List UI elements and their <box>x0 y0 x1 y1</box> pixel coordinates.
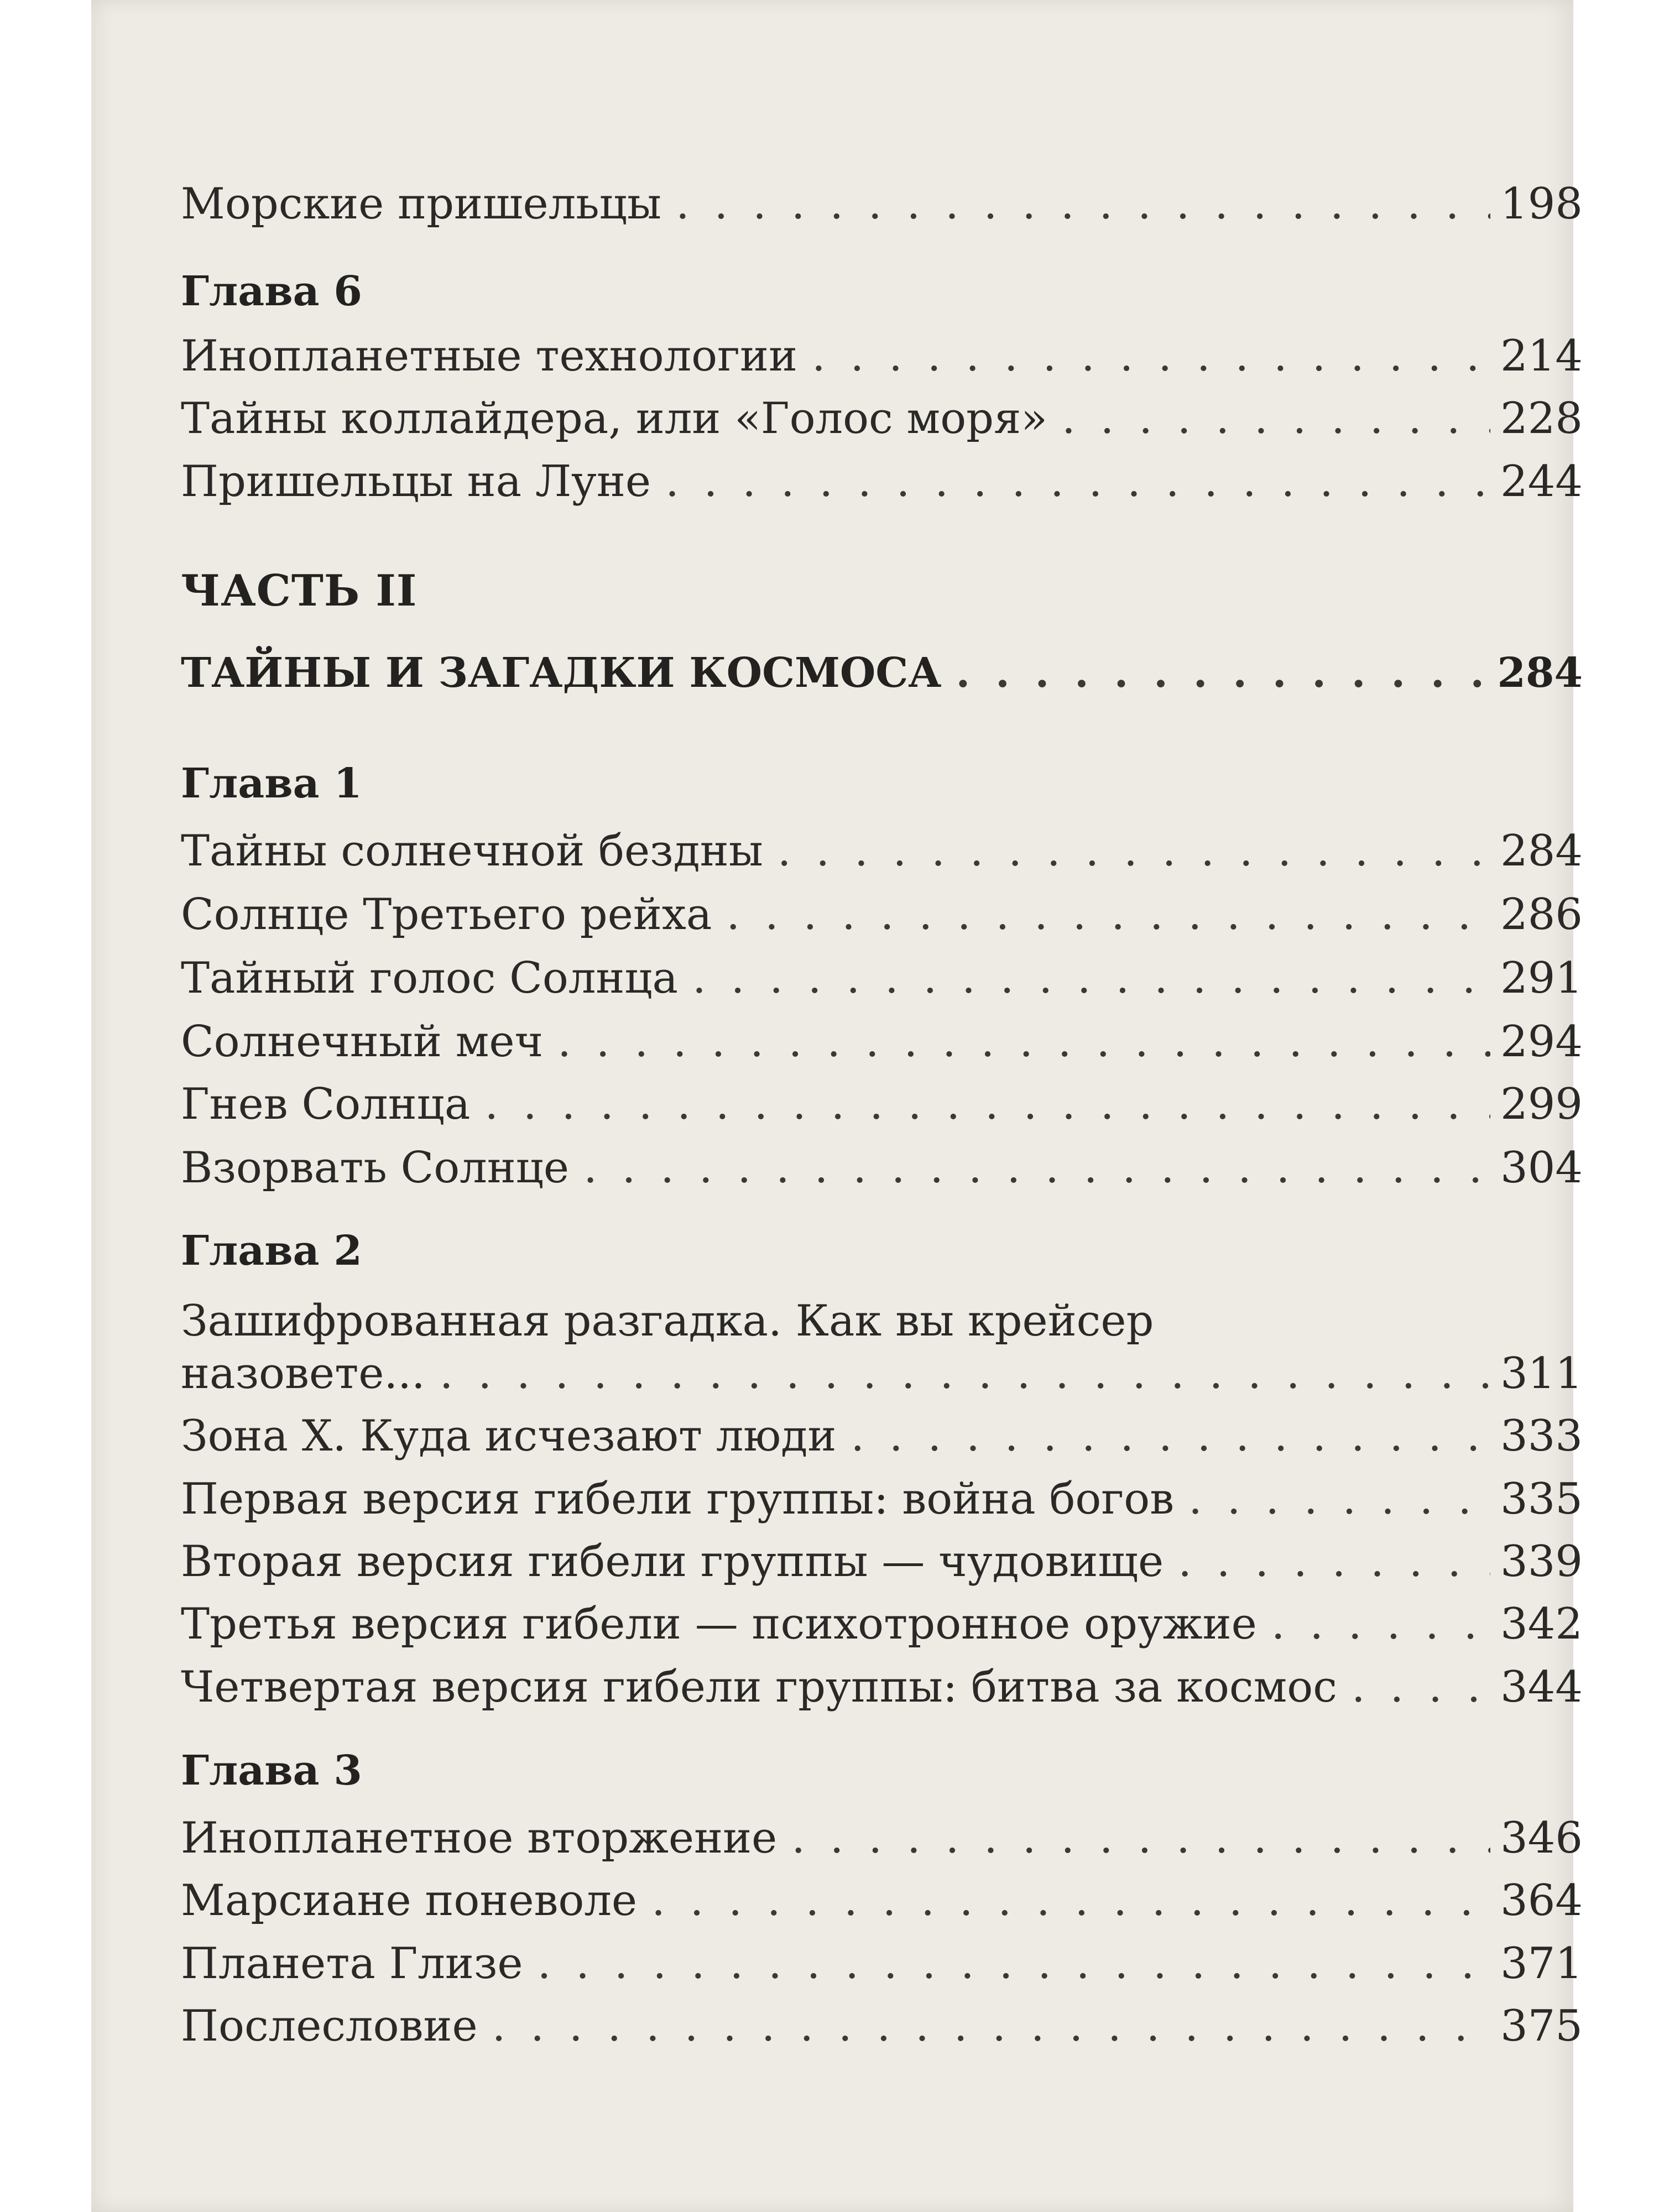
dot-leader <box>492 2005 1490 2048</box>
toc-entry <box>181 953 1583 1003</box>
dot-leader <box>851 1415 1490 1458</box>
toc-entry-title: Третья версия гибели — психотронное оружие <box>181 1599 1257 1649</box>
toc-entry-title: Гнев Солнца <box>181 1079 471 1129</box>
toc-entry-title: Послесловие <box>181 2001 478 2051</box>
dot-leader <box>676 182 1490 226</box>
toc-entry-page: 244 <box>1500 457 1583 507</box>
dot-leader <box>812 335 1490 378</box>
part-page: 284 <box>1497 649 1583 697</box>
toc-entry-page: 364 <box>1500 1876 1583 1926</box>
toc-entry-page: 286 <box>1500 890 1583 940</box>
toc-entry <box>181 179 1583 229</box>
toc-entry-title: Солнце Третьего рейха <box>181 890 712 940</box>
dot-leader <box>1352 1666 1490 1709</box>
toc-entry <box>181 1662 1583 1712</box>
chapter-heading: Глава 6 <box>181 268 362 315</box>
toc-entry <box>181 1079 1583 1129</box>
toc-entry <box>181 1143 1583 1193</box>
dot-leader <box>440 1352 1490 1395</box>
toc-entry-page: 284 <box>1500 826 1583 876</box>
dot-leader <box>1271 1603 1490 1646</box>
toc-entry-title: Четвертая версия гибели группы: битва за космос <box>181 1662 1337 1712</box>
toc-entry <box>181 890 1583 940</box>
dot-leader <box>791 1817 1490 1860</box>
toc-entry-page: 344 <box>1500 1662 1583 1712</box>
toc-entry-page: 228 <box>1500 394 1583 444</box>
table-of-contents <box>91 0 1583 2212</box>
toc-entry-page: 299 <box>1500 1079 1583 1129</box>
toc-entry-title: Инопланетные технологии <box>181 331 797 381</box>
toc-entry-title: Зона X. Куда исчезают люди <box>181 1411 837 1461</box>
toc-entry <box>181 1876 1583 1926</box>
toc-entry-title: Тайны коллайдера, или «Голос моря» <box>181 394 1048 444</box>
dot-leader <box>665 460 1490 503</box>
toc-entry <box>181 1411 1583 1461</box>
dot-leader <box>692 957 1490 1000</box>
toc-entry-title: Планета Глизе <box>181 1939 523 1989</box>
dot-leader <box>956 653 1488 693</box>
toc-entry-title: Морские пришельцы <box>181 179 661 229</box>
toc-entry-page: 371 <box>1500 1939 1583 1989</box>
toc-entry <box>181 331 1583 381</box>
toc-entry <box>181 1813 1583 1863</box>
toc-entry <box>181 1537 1583 1587</box>
toc-entry-page: 333 <box>1500 1411 1583 1461</box>
chapter-heading: Глава 3 <box>181 1747 362 1794</box>
toc-entry-title-line: Зашифрованная разгадка. Как вы крейсер <box>181 1296 1154 1346</box>
toc-entry <box>181 457 1583 507</box>
toc-entry <box>181 1939 1583 1989</box>
toc-entry-title: Марсиане поневоле <box>181 1876 638 1926</box>
toc-entry <box>181 1599 1583 1649</box>
toc-entry-page: 294 <box>1500 1017 1583 1067</box>
toc-entry-page: 339 <box>1500 1537 1583 1587</box>
toc-entry <box>181 394 1583 444</box>
toc-entry-title: Тайны солнечной бездны <box>181 826 763 876</box>
toc-entry-page: 214 <box>1500 331 1583 381</box>
toc-entry-page: 335 <box>1500 1474 1583 1524</box>
dot-leader <box>538 1942 1491 1985</box>
toc-entry-title: назовете... <box>181 1349 425 1399</box>
dot-leader <box>1062 397 1490 440</box>
toc-entry-page: 375 <box>1500 2001 1583 2051</box>
toc-entry <box>181 1017 1583 1067</box>
toc-entry-title: Пришельцы на Луне <box>181 457 651 507</box>
toc-entry <box>181 2001 1583 2051</box>
toc-entry-page: 311 <box>1500 1349 1583 1399</box>
dot-leader <box>778 830 1490 873</box>
toc-entry-page: 198 <box>1500 179 1583 229</box>
dot-leader <box>583 1146 1490 1190</box>
toc-entry-title: Солнечный меч <box>181 1017 544 1067</box>
toc-entry-title: Тайный голос Солнца <box>181 953 679 1003</box>
toc-entry-title: Первая версия гибели группы: война богов <box>181 1474 1175 1524</box>
part-label: ЧАСТЬ II <box>181 566 418 616</box>
chapter-heading: Глава 1 <box>181 760 362 807</box>
toc-entry-title: Инопланетное вторжение <box>181 1813 778 1863</box>
dot-leader <box>726 893 1490 936</box>
toc-entry-title: Вторая версия гибели группы — чудовище <box>181 1537 1164 1587</box>
dot-leader <box>484 1083 1490 1126</box>
dot-leader <box>1188 1478 1490 1521</box>
toc-entry-page: 304 <box>1500 1143 1583 1193</box>
dot-leader <box>557 1020 1490 1063</box>
chapter-heading: Глава 2 <box>181 1227 362 1275</box>
toc-entry-page: 342 <box>1500 1599 1583 1649</box>
toc-entry <box>181 1349 1583 1399</box>
toc-entry-title: Взорвать Солнце <box>181 1143 570 1193</box>
toc-entry-page: 291 <box>1500 953 1583 1003</box>
toc-entry <box>181 1474 1583 1524</box>
dot-leader <box>1178 1540 1490 1583</box>
toc-entry <box>181 826 1583 876</box>
dot-leader <box>651 1879 1490 1922</box>
part-title-entry <box>181 649 1583 697</box>
part-title: ТАЙНЫ И ЗАГАДКИ КОСМОСА <box>181 649 942 697</box>
toc-entry-page: 346 <box>1500 1813 1583 1863</box>
